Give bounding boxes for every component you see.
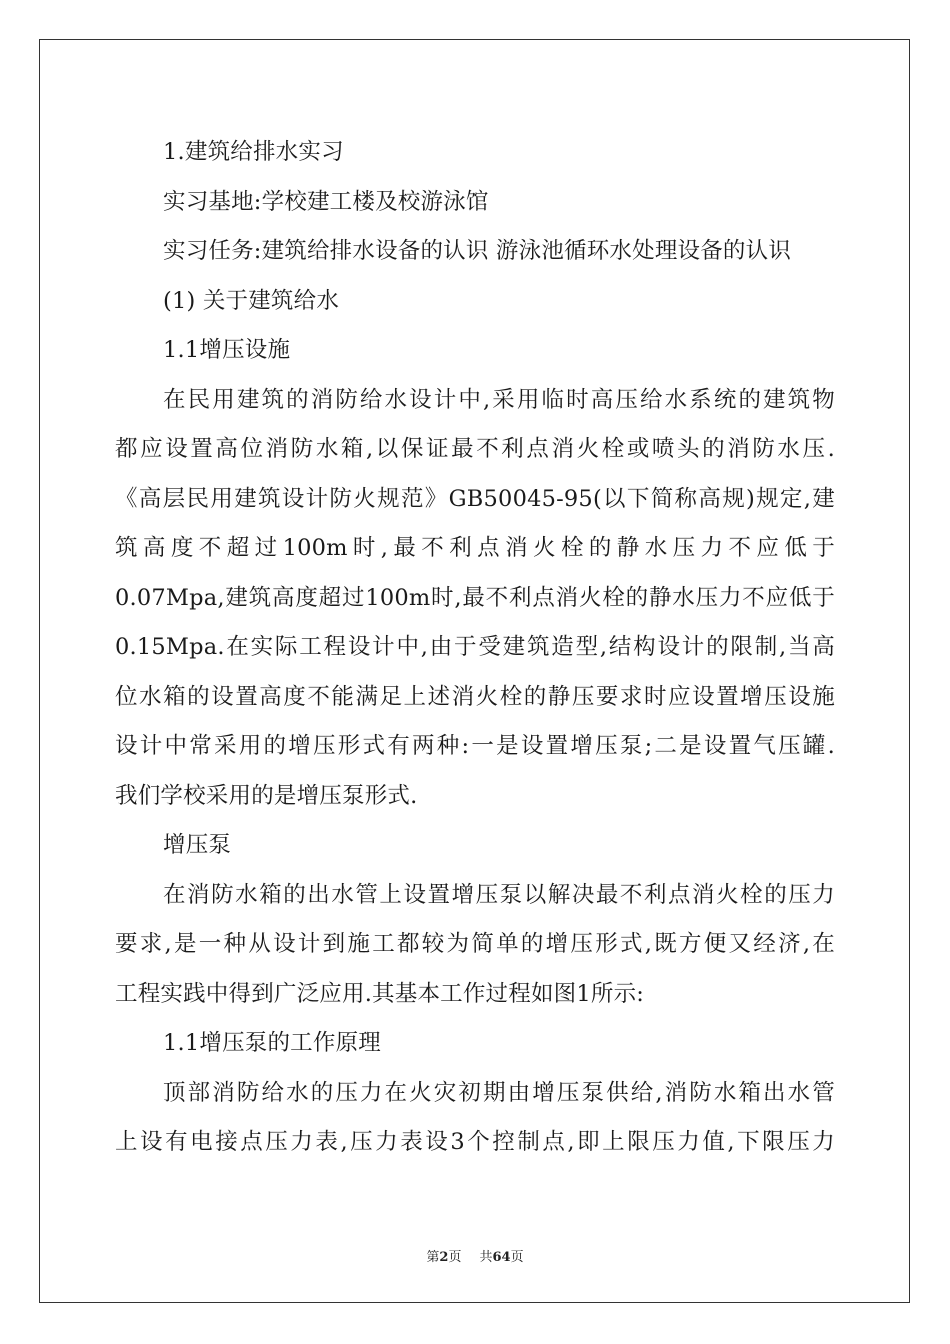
total-prefix: 共 xyxy=(479,1250,493,1265)
paragraph-line: 顶部消防给水的压力在火灾初期由增压泵供给,消防水箱出水管 xyxy=(163,1079,835,1106)
total-suffix: 页 xyxy=(510,1250,524,1265)
internship-base: 实习基地:学校建工楼及校游泳馆 xyxy=(163,188,489,215)
page-footer xyxy=(0,1246,950,1265)
subsection-heading: (1) 关于建筑给水 xyxy=(163,287,340,314)
subsection-heading: 1.1增压设施 xyxy=(163,337,291,363)
section-heading: 1.建筑给排水实习 xyxy=(163,139,344,165)
document-body xyxy=(115,128,835,1168)
paragraph-line: 我们学校采用的是增压泵形式. xyxy=(115,782,418,809)
paragraph-line: 位水箱的设置高度不能满足上述消火栓的静压要求时应设置增压设施 xyxy=(115,683,835,710)
paragraph-line: 在民用建筑的消防给水设计中,采用临时高压给水系统的建筑物 xyxy=(163,386,835,413)
paragraph-line: 0.15Mpa.在实际工程设计中,由于受建筑造型,结构设计的限制,当高 xyxy=(115,634,835,660)
subsection-heading: 增压泵 xyxy=(163,832,232,858)
paragraph-line: 都应设置高位消防水箱,以保证最不利点消火栓或喷头的消防水压. xyxy=(115,436,835,462)
paragraph-line: 筑高度不超过100m时,最不利点消火栓的静水压力不应低于 xyxy=(115,535,835,561)
internship-task: 实习任务:建筑给排水设备的认识 游泳池循环水处理设备的认识 xyxy=(163,238,792,264)
paragraph-line: 要求,是一种从设计到施工都较为简单的增压形式,既方便又经济,在 xyxy=(115,931,835,957)
paragraph-line: 0.07Mpa,建筑高度超过100m时,最不利点消火栓的静水压力不应低于 xyxy=(115,584,835,611)
page-suffix: 页 xyxy=(448,1250,462,1265)
paragraph-line: 上设有电接点压力表,压力表设3个控制点,即上限压力值,下限压力 xyxy=(115,1129,835,1155)
page-prefix: 第 xyxy=(426,1250,440,1265)
paragraph-line: 设计中常采用的增压形式有两种:一是设置增压泵;二是设置气压罐. xyxy=(115,733,835,759)
paragraph-line: 《高层民用建筑设计防火规范》GB50045-95(以下简称高规)规定,建 xyxy=(115,485,835,512)
paragraph-line: 在消防水箱的出水管上设置增压泵以解决最不利点消火栓的压力 xyxy=(163,881,835,908)
total-pages: 64 xyxy=(492,1250,511,1265)
page-number: 2 xyxy=(439,1250,449,1265)
paragraph-line: 工程实践中得到广泛应用.其基本工作过程如图1所示: xyxy=(115,980,645,1007)
subsection-heading: 1.1增压泵的工作原理 xyxy=(163,1030,381,1056)
